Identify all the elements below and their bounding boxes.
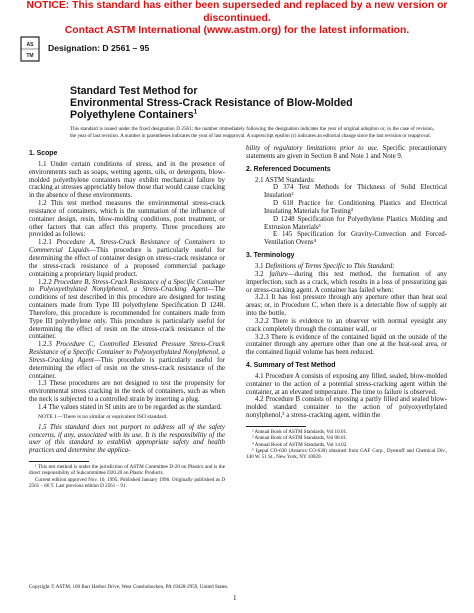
p1-2-1-italic: Procedure A, Stress-Crack Resistance of Containers to Commercial Liquids	[29, 239, 225, 255]
p1-2-3-rest: —This procedure is particularly useful for determining the effect of resin on the stress-crack resistance of the container.	[29, 356, 225, 380]
p1-2-1-lead: 1.2.1	[38, 239, 57, 247]
svg-text:AS: AS	[26, 42, 34, 48]
paragraph-2-1: 2.1 ASTM Standards:	[255, 176, 315, 184]
supersede-notice	[0, 0, 474, 38]
svg-text:TM: TM	[26, 53, 34, 59]
footnote-5: ⁵ Igepal CO-630 (Antarox CO-630) obtained from GAF Corp., Dyestuff and Chemical Div., 140 W. 51 St., New York, NY 10020.	[246, 447, 447, 461]
scope-heading: 1. Scope	[29, 150, 58, 157]
title-line-2: Environmental Stress-Crack Resistance of Blow-Molded	[70, 97, 353, 109]
footnote-3: ³ Annual Book of ASTM Standards, Vol 08.01.	[252, 435, 348, 442]
right-column	[246, 145, 447, 460]
p1-5-cont-rest: Specific precautionary statements are given in Section 8 and Note 1 and Note 9.	[246, 145, 448, 160]
reference-d374: D 374 Test Methods for Thickness of Solid Electrical Insulation²	[264, 184, 447, 200]
paragraph-1-5-continued	[246, 145, 447, 161]
left-footnotes	[29, 464, 225, 489]
p1-2-2-rest: —The conditions of test described in this procedure are designed for testing containers made from Type III polyethylene Specification D 1248. Therefore, this procedure is recommended for containers made from Type III polyethylene only. This procedure is particularly useful for determining the effect of resin on the stress-crack resistance of the container.	[29, 286, 225, 341]
paragraph-3-2-3: 3.2.3 There is evidence of the contained liquid on the outside of the container through any aperture other than one at the heat-seal area, or the contained liquid volume has been reduced.	[246, 333, 447, 357]
astm-logo-icon	[20, 36, 40, 62]
p1-2-3-lead: 1.2.3	[38, 341, 56, 349]
p3-2-italic: failure	[269, 270, 288, 278]
summary-heading: 4. Summary of Test Method	[246, 362, 336, 370]
paragraph-4-2: 4.2 Procedure B consists of exposing a partly filled and sealed blow-molded standard container to the action of polyoxyethylated nonylphenol,⁵ a stress-cracking agent, within the	[246, 396, 447, 420]
reference-d618: D 618 Practice for Conditioning Plastics and Electrical Insulating Materials for Testing³	[264, 200, 447, 215]
paragraph-1-1: 1.1 Under certain conditions of stress, and in the presence of environments such as soaps, wetting agents, oils, or detergents, blow-molded polyethylene containers may exhibit mechanical failure by cracking at stresses appreciably below those that would cause cracking in the absence of these environments.	[29, 160, 225, 200]
title-line-1: Standard Test Method for	[70, 85, 198, 97]
paragraph-3-1	[246, 263, 447, 271]
p1-2-2-lead: 1.2.2	[38, 278, 54, 286]
footnote-4: ⁴ Annual Book of ASTM Standards, Vol 14.02.	[252, 441, 348, 448]
p1-2-2-italic: Procedure B, Stress-Crack Resistance of a Specific Container to Polyoxyethylated Nonylphenol, a Stress-Cracking Agent	[29, 278, 225, 294]
paragraph-3-2-1: 3.2.1 It has lost pressure through any aperture other than heat seal areas; or, in Procedure C, when there is a detectable flow of supply air into the bottle,	[246, 294, 447, 318]
paragraph-1-2: 1.2 This test method measures the environmental stress-crack resistance of containers, which is the summation of the influence of container design, resin, blow-molding conditions, post treatment, or other factors that can affect this property. Three procedures are provided as follows:	[29, 200, 225, 239]
referenced-documents-heading: 2. Referenced Documents	[246, 165, 331, 173]
p3-1-italic: Definitions of Terms Specific to This Standard:	[265, 262, 395, 270]
page-title	[70, 85, 410, 121]
p1-5-cont-italic: bility of regulatory limitations prior to use.	[246, 145, 379, 152]
title-line-3	[70, 109, 410, 121]
left-column	[29, 145, 225, 489]
paragraph-1-2-2	[29, 279, 225, 342]
title-line-3-text: Polyethylene Containers	[70, 109, 194, 121]
page-number: 1	[233, 594, 237, 602]
paragraph-1-5	[29, 424, 225, 455]
paragraph-3-2	[246, 271, 447, 295]
reference-list	[255, 184, 447, 247]
notice-line-2: Contact ASTM International (www.astm.org) for the latest information.	[64, 25, 410, 36]
p1-2-3-italic: Procedure C, Controlled Elevated Pressure Stress-Crack Resistance of a Specific Container to Polyoxyethylated Nonylphenol, a Stress-Cracking Agent	[29, 341, 225, 364]
copyright-address: Copyright © ASTM, 100 Barr Harbor Drive, West Conshohocken, PA 19428-2959, United States.	[29, 584, 229, 590]
footnote-2: ² Annual Book of ASTM Standards, Vol 10.01.	[252, 429, 348, 435]
terminology-heading: 3. Terminology	[246, 252, 295, 260]
p1-2-1-rest: —This procedure is particularly useful for determining the effect of container design on stress-crack resistance or the stress-crack resistance of a proposed commercial package containing a proprietary liquid product.	[29, 247, 225, 278]
reference-e145: E 145 Specification for Gravity-Convection and Forced-Ventilation Ovens⁴	[264, 231, 447, 247]
footnote-1b: Current edition approved Nov. 10, 1995. Published January 1996. Originally published as D 2561 – 66 T. Last previous edition D 2561 – 91.	[29, 476, 225, 489]
reference-d1248: D 1248 Specification for Polyethylene Plastics Molding and Extrusion Materials³	[264, 215, 447, 231]
footnote-divider-right	[246, 426, 306, 427]
p3-1-lead: 3.1	[255, 262, 266, 270]
p3-2-lead: 3.2	[255, 270, 270, 278]
note-1: NOTE 1—There is no similar or equivalent ISO standard.	[38, 413, 168, 420]
footnote-1a: ¹ This test method is under the jurisdiction of ASTM Committee D-20 on Plastics and is the direct responsibility of Subcommittee D20.20 on Plastic Products.	[29, 464, 225, 477]
paragraph-1-4: 1.4 The values stated in SI units are to be regarded as the standard.	[38, 404, 222, 411]
standard-note: This standard is issued under the fixed designation D 2561; the number immediately following the designation indicates the year of original adoption or, in the case of revision, the year of last revision. A number in parentheses indicates the year of last reapproval. A superscript epsilon (ε) indicates an editorial change since the last revision or reapproval.	[70, 126, 434, 139]
paragraph-4-1: 4.1 Procedure A consists of exposing any filled, sealed, blow-molded container to the action of a potential stress-cracking agent within the container, at an elevated temperature. The time to failure is observed.	[246, 372, 447, 396]
designation: Designation: D 2561 – 95	[48, 43, 150, 53]
paragraph-1-2-1	[29, 239, 225, 278]
title-superscript: 1	[193, 108, 198, 116]
paragraph-1-2-3	[29, 341, 225, 380]
right-footnotes	[246, 429, 447, 460]
notice-line-1: NOTICE: This standard has either been superseded and replaced by a new version or discontinued.	[26, 0, 448, 24]
paragraph-1-3: 1.3 These procedures are not designed to test the propensity for environmental stress cracking in the neck of containers, such as when the neck is subjected to a controlled strain by inserting a plug.	[29, 380, 225, 404]
p1-5-italic: 1.5 This standard does not purport to address all of the safety concerns, if any, associated with its use. It is the responsibility of the user of this standard to establish appropriate safety and health practices and determine the applica-	[29, 423, 225, 455]
p3-2-rest: —during this test method, the formation of any imperfection, such as a crack, which results in a loss of pressurizing gas or stress-cracking agent. A container has failed when:	[246, 270, 447, 294]
paragraph-3-2-2: 3.2.2 There is evidence to an observer with normal eyesight any crack completely through the container wall, or	[246, 317, 447, 333]
footnote-divider	[29, 461, 89, 462]
